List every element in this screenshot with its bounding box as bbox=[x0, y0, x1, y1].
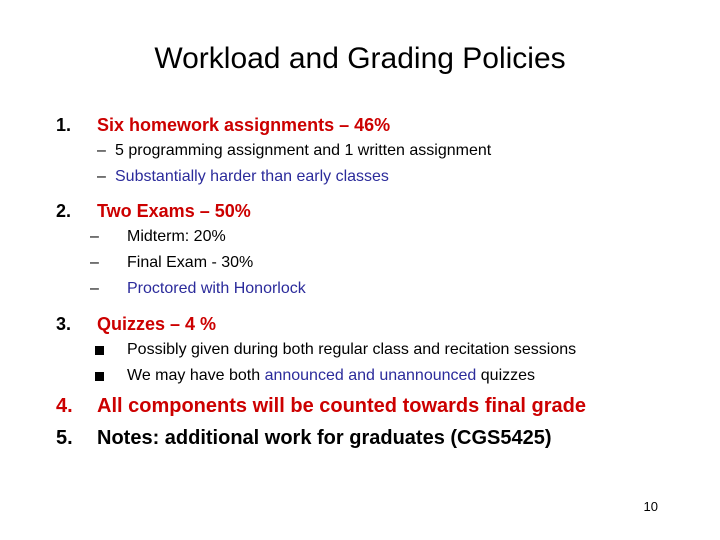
item-1-sub-1-text: 5 programming assignment and 1 written assignment bbox=[115, 142, 492, 159]
item-1-sub-2-marker: – bbox=[97, 168, 106, 185]
item-4-heading: All components will be counted towards final grade bbox=[97, 395, 586, 417]
item-5-heading: Notes: additional work for graduates (CGS5425) bbox=[97, 427, 552, 449]
item-1-heading: Six homework assignments – 46% bbox=[97, 115, 391, 135]
slide-title: Workload and Grading Policies bbox=[154, 42, 566, 75]
item-1-number: 1. bbox=[56, 115, 72, 135]
item-2-heading: Two Exams – 50% bbox=[97, 201, 251, 221]
item-5-number: 5. bbox=[56, 427, 73, 449]
item-3-sub-2-text-before: We may have both bbox=[127, 367, 265, 384]
item-2-sub-2-text: Final Exam - 30% bbox=[127, 254, 254, 271]
page-number: 10 bbox=[643, 499, 658, 514]
square-bullet-icon bbox=[95, 346, 104, 355]
item-4-number: 4. bbox=[56, 395, 73, 417]
item-3-sub-2-highlight: announced and unannounced bbox=[264, 367, 477, 384]
item-3-number: 3. bbox=[56, 314, 72, 334]
item-2-number: 2. bbox=[56, 201, 72, 221]
item-3-heading: Quizzes – 4 % bbox=[97, 314, 217, 334]
item-1-sub-2-text: Substantially harder than early classes bbox=[115, 168, 389, 185]
item-2-sub-1-marker: – bbox=[90, 228, 99, 245]
item-2-sub-3-text: Proctored with Honorlock bbox=[127, 280, 306, 297]
item-2-sub-1-text: Midterm: 20% bbox=[127, 228, 226, 245]
item-3-sub-1-text: Possibly given during both regular class and recitation sessions bbox=[127, 341, 577, 358]
item-3-sub-2-text-after: quizzes bbox=[476, 367, 536, 384]
item-2-sub-3-marker: – bbox=[90, 280, 99, 297]
square-bullet-icon bbox=[95, 372, 104, 381]
item-3-sub-2-text bbox=[127, 367, 535, 385]
item-2-sub-2-marker: – bbox=[90, 254, 99, 271]
item-1-sub-1-marker: – bbox=[97, 142, 106, 159]
